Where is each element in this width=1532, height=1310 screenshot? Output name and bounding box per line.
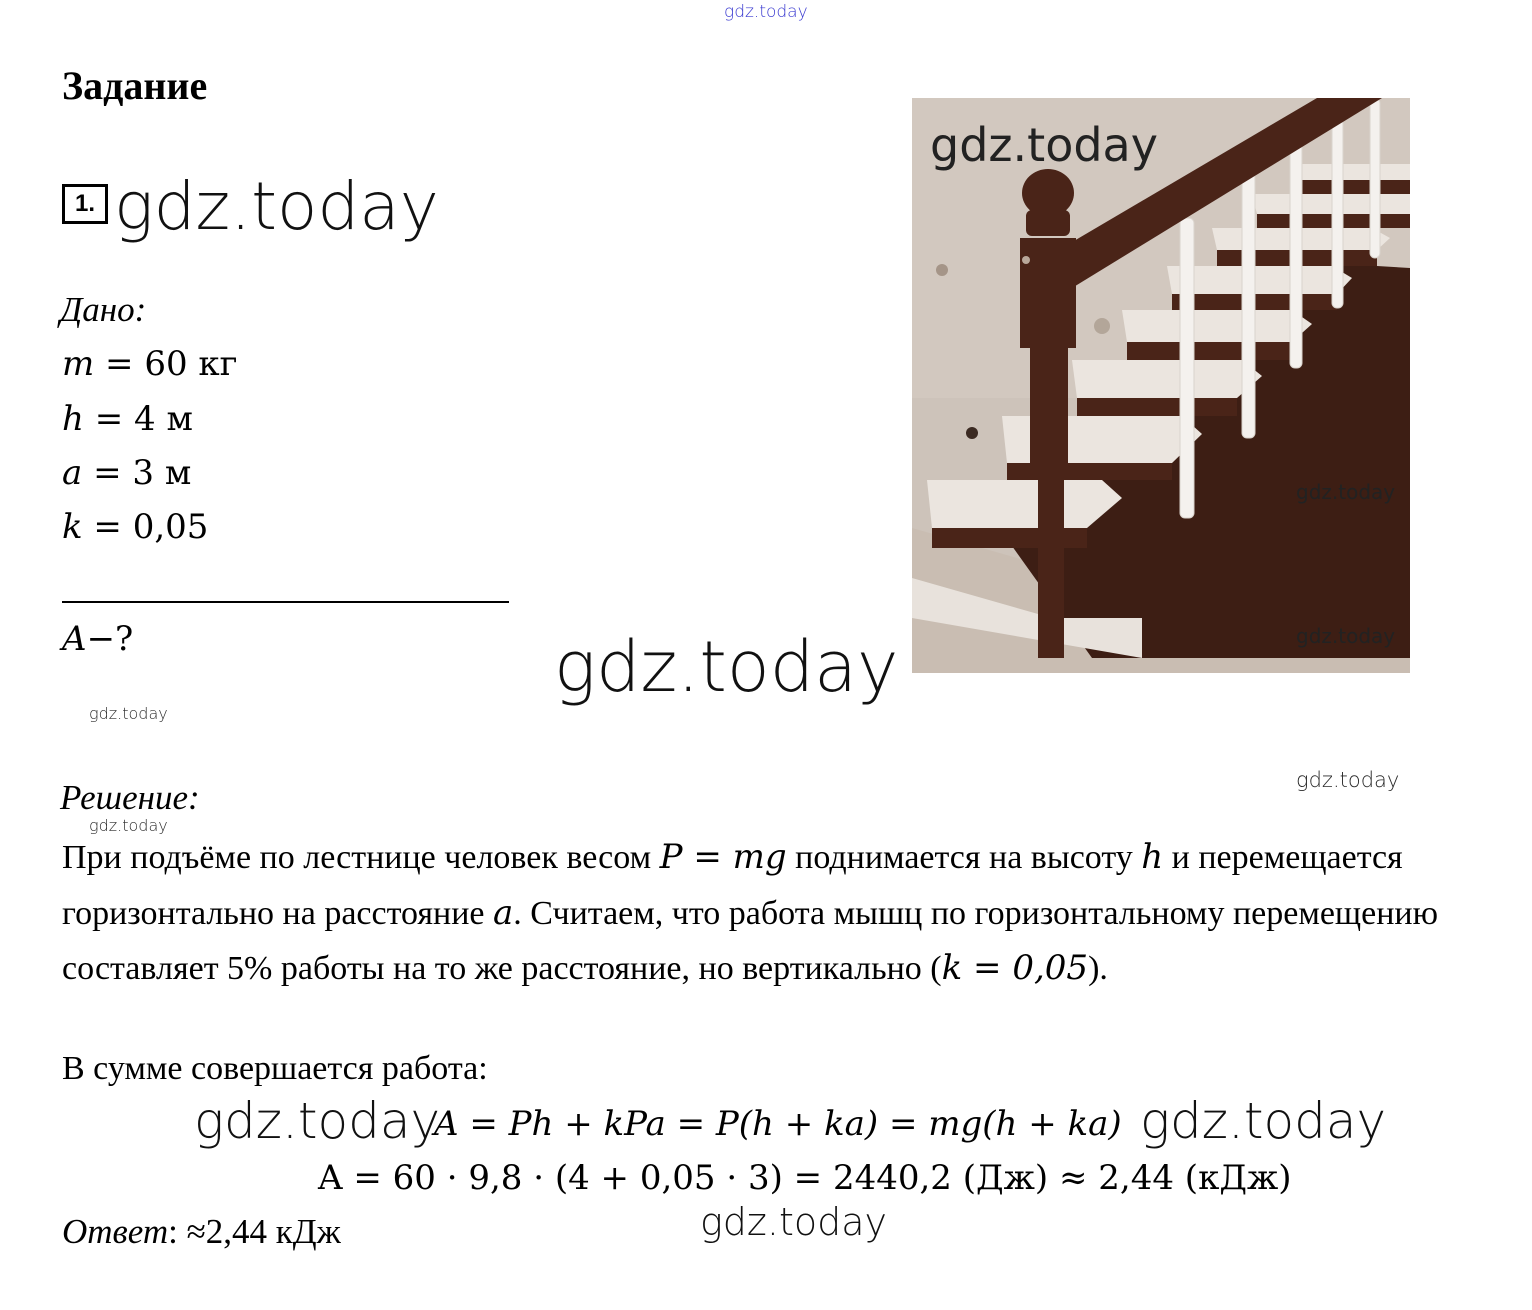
solution-text: ).: [1088, 950, 1108, 987]
side-watermark: gdz.today: [1296, 768, 1400, 792]
staircase-photo: [912, 98, 1410, 673]
solution-paragraph: [62, 830, 1462, 997]
given-value: = 4 м: [83, 399, 193, 439]
solution-text: поднимается на высоту: [786, 839, 1142, 876]
small-watermark: gdz.today: [89, 704, 168, 723]
solution-math: P = mg: [659, 837, 787, 877]
header-watermark: gdz.today: [724, 2, 808, 22]
formula-watermark: gdz.today: [194, 1092, 441, 1150]
given-var: k: [62, 507, 83, 547]
solution-text: . Считаем, что работа мышц по горизонтальному перемещению составляет 5% работы на то же расстояние, но вертикально (: [62, 894, 1438, 987]
given-mass: [62, 344, 238, 384]
given-coefficient: [62, 507, 208, 547]
small-watermark: gdz.today: [89, 816, 168, 835]
sum-line: В сумме совершается работа:: [62, 1050, 488, 1087]
formula-watermark: gdz.today: [1140, 1092, 1387, 1150]
given-value: = 60 кг: [94, 344, 238, 384]
given-distance: [62, 453, 191, 493]
formula-numeric: A = 60 · 9,8 · (4 + 0,05 · 3) = 2440,2 (Дж) ≈ 2,44 (кДж): [318, 1158, 1292, 1198]
photo-watermark: gdz.today: [930, 118, 1158, 172]
given-height: [62, 399, 193, 439]
photo-watermark: gdz.today: [1296, 624, 1396, 648]
photo-watermark: gdz.today: [1296, 480, 1396, 504]
given-var: a: [62, 453, 83, 493]
solution-math: k = 0,05: [941, 948, 1089, 988]
answer-value: : ≈2,44 кДж: [168, 1212, 341, 1251]
formula-work: A = Ph + kPa = P(h + ka) = mg(h + ka): [434, 1104, 1122, 1144]
answer-label: Ответ: [62, 1212, 169, 1251]
given-divider: [62, 601, 509, 603]
given-var: m: [62, 344, 95, 384]
find-unknown: [62, 619, 133, 659]
task-number-box: 1.: [62, 184, 108, 224]
solution-text: При подъёме по лестнице человек весом: [62, 839, 660, 876]
staircase-illustration: [912, 98, 1410, 673]
given-value: = 0,05: [82, 507, 209, 547]
given-var: h: [62, 399, 84, 439]
solution-text: и перемещается горизонтально на расстояние: [62, 839, 1403, 932]
given-value: = 3 м: [82, 453, 192, 493]
center-watermark: gdz.today: [554, 626, 899, 708]
find-rest: −?: [86, 619, 134, 659]
task-watermark: gdz.today: [114, 168, 439, 245]
solution-label: Решение:: [60, 778, 200, 817]
solution-math: h: [1141, 837, 1164, 877]
formula-watermark: gdz.today: [700, 1200, 887, 1244]
solution-math: a: [493, 892, 514, 933]
answer: [62, 1212, 341, 1252]
find-var: A: [62, 619, 87, 659]
page-heading: Задание: [62, 63, 208, 108]
given-label: Дано:: [60, 290, 147, 329]
